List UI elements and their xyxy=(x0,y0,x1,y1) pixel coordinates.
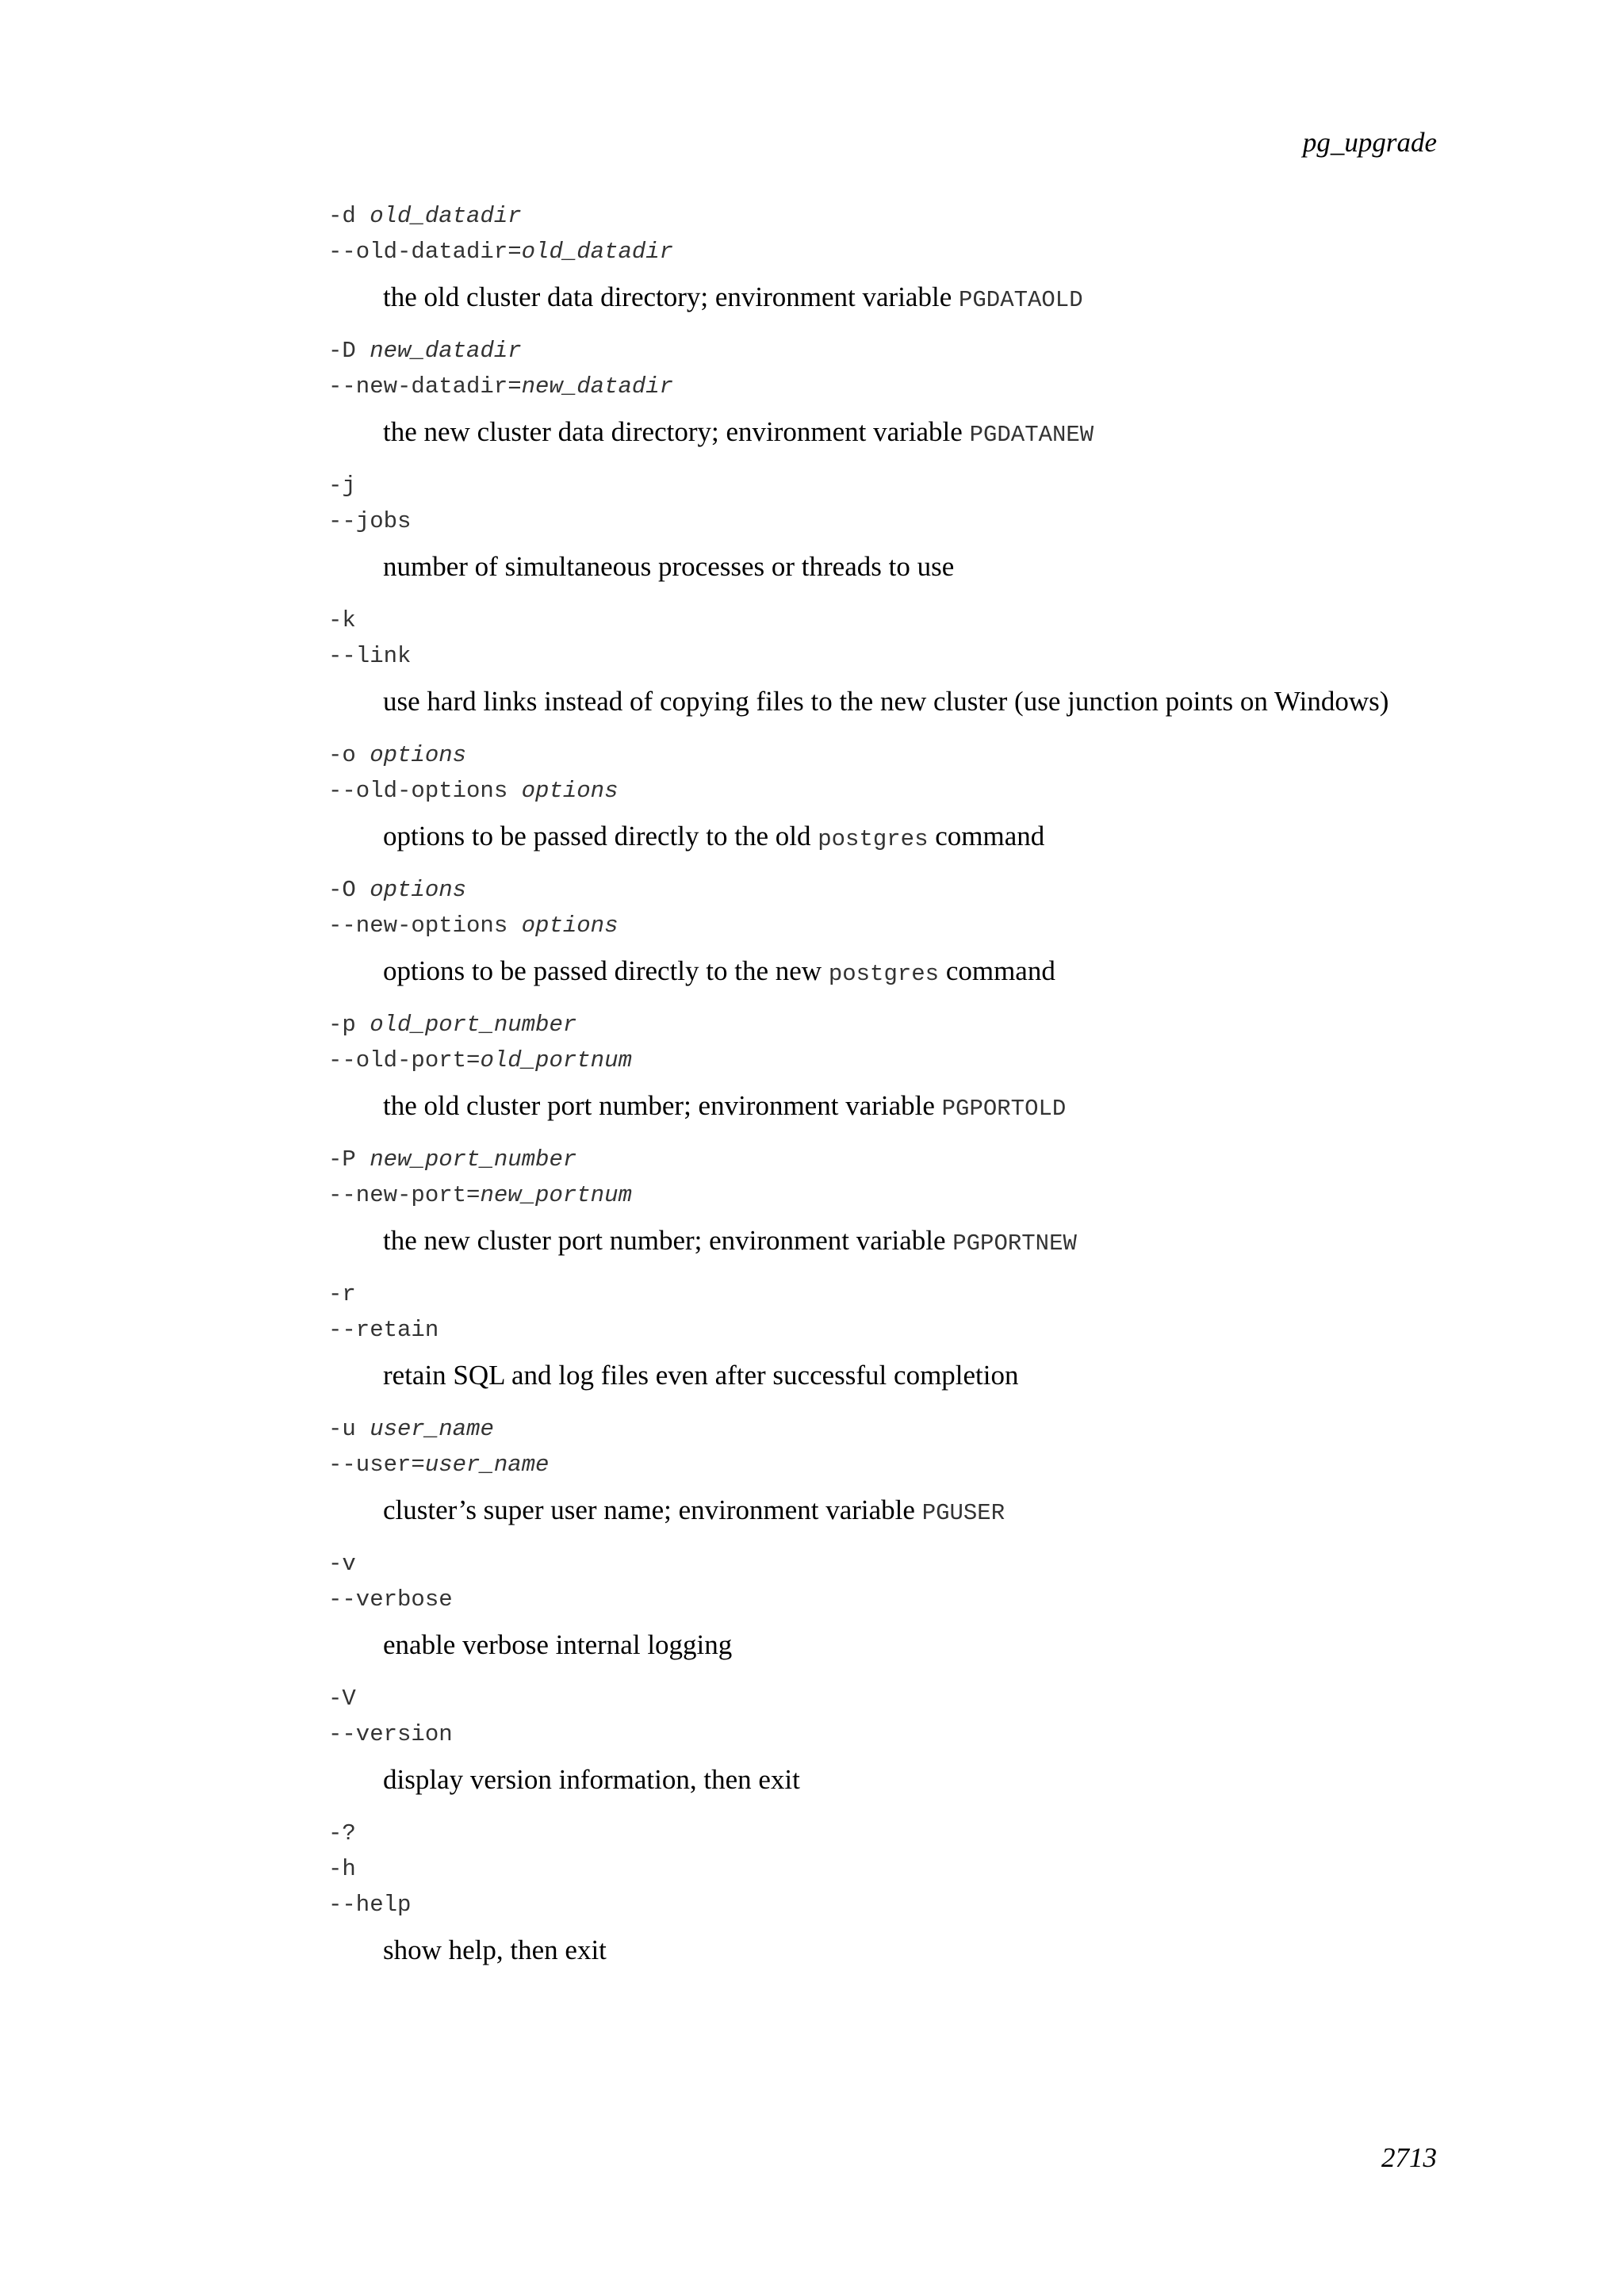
option-short xyxy=(328,737,1438,773)
argument: new_port_number xyxy=(370,1146,577,1173)
option-description: display version information, then exit xyxy=(383,1764,800,1795)
flag: -? xyxy=(328,1820,356,1846)
env-var: PGPORTOLD xyxy=(941,1096,1067,1122)
flag: --old-port= xyxy=(328,1047,481,1073)
option-entry xyxy=(328,737,1438,872)
argument: old_datadir xyxy=(521,239,674,265)
option-short xyxy=(328,198,1438,234)
flag: --link xyxy=(328,643,412,669)
env-var: PGPORTNEW xyxy=(952,1230,1077,1257)
option-long xyxy=(328,503,1438,539)
flag: -u xyxy=(328,1416,356,1442)
option-entry xyxy=(328,1276,1438,1411)
option-short xyxy=(328,1142,1438,1177)
flag: --jobs xyxy=(328,508,412,534)
flag: --old-options xyxy=(328,778,508,804)
flag: --version xyxy=(328,1721,453,1747)
option-entry xyxy=(328,1142,1438,1276)
option-entry xyxy=(328,872,1438,1007)
flag: -j xyxy=(328,473,356,499)
option-long xyxy=(328,1312,1438,1348)
option-long xyxy=(328,638,1438,674)
option-description: retain SQL and log files even after successful completion xyxy=(383,1360,1019,1391)
option-long xyxy=(328,1716,1438,1752)
option-description: the old cluster port number; environment variable PGPORTOLD xyxy=(383,1090,1067,1122)
argument: old_datadir xyxy=(370,203,522,229)
option-description: cluster’s super user name; environment variable PGUSER xyxy=(383,1494,1005,1526)
option-long xyxy=(328,1582,1438,1617)
argument: old_port_number xyxy=(370,1012,577,1038)
option-short xyxy=(328,1816,1438,1851)
option-description: show help, then exit xyxy=(383,1934,607,1965)
env-var: PGUSER xyxy=(921,1500,1005,1526)
option-description: options to be passed directly to the old postgres command xyxy=(383,821,1045,852)
option-short xyxy=(328,1546,1438,1582)
option-short xyxy=(328,1851,1438,1887)
option-entry xyxy=(328,333,1438,468)
flag: -h xyxy=(328,1856,356,1882)
option-entry xyxy=(328,468,1438,603)
option-short xyxy=(328,603,1438,638)
option-short xyxy=(328,333,1438,369)
flag: -O xyxy=(328,877,356,903)
argument: options xyxy=(370,877,467,903)
option-entry xyxy=(328,603,1438,737)
argument: new_portnum xyxy=(480,1182,632,1208)
option-short xyxy=(328,872,1438,908)
flag: -d xyxy=(328,203,356,229)
argument: user_name xyxy=(370,1416,494,1442)
flag: --new-port= xyxy=(328,1182,481,1208)
option-long xyxy=(328,1887,1438,1923)
option-short xyxy=(328,1681,1438,1716)
flag: -v xyxy=(328,1551,356,1577)
option-description: the old cluster data directory; environment variable PGDATAOLD xyxy=(383,281,1083,313)
command-name: postgres xyxy=(818,826,929,852)
flag: -V xyxy=(328,1686,356,1712)
flag: --new-datadir= xyxy=(328,373,522,400)
running-header: pg_upgrade xyxy=(1302,127,1437,158)
flag: --help xyxy=(328,1892,412,1918)
page-number: 2713 xyxy=(1381,2142,1437,2173)
argument: new_datadir xyxy=(370,338,522,364)
env-var: PGDATAOLD xyxy=(958,287,1083,313)
flag: -P xyxy=(328,1146,356,1173)
option-long xyxy=(328,1043,1438,1078)
flag: --new-options xyxy=(328,913,508,939)
option-long xyxy=(328,1177,1438,1213)
option-long xyxy=(328,773,1438,809)
option-description: the new cluster data directory; environment variable PGDATANEW xyxy=(383,416,1094,448)
flag: -p xyxy=(328,1012,356,1038)
option-description: number of simultaneous processes or threads to use xyxy=(383,551,955,582)
option-description: enable verbose internal logging xyxy=(383,1629,733,1660)
option-short xyxy=(328,468,1438,503)
argument: user_name xyxy=(424,1452,550,1478)
option-description: options to be passed directly to the new postgres command xyxy=(383,955,1055,987)
flag: --user= xyxy=(328,1452,425,1478)
option-entry xyxy=(328,1681,1438,1816)
option-description: the new cluster port number; environment variable PGPORTNEW xyxy=(383,1225,1077,1257)
option-long xyxy=(328,369,1438,404)
flag: -k xyxy=(328,607,356,633)
option-long xyxy=(328,1447,1438,1483)
argument: options xyxy=(521,913,619,939)
option-long xyxy=(328,234,1438,270)
option-entry xyxy=(328,1411,1438,1546)
flag: --old-datadir= xyxy=(328,239,522,265)
option-short xyxy=(328,1007,1438,1043)
flag: --retain xyxy=(328,1317,439,1343)
argument: options xyxy=(521,778,619,804)
env-var: PGDATANEW xyxy=(969,422,1094,448)
option-entry-help xyxy=(328,1816,1438,1985)
option-short xyxy=(328,1411,1438,1447)
option-list xyxy=(328,198,1438,1985)
option-entry xyxy=(328,198,1438,333)
argument: new_datadir xyxy=(521,373,674,400)
argument: options xyxy=(370,742,467,768)
flag: -D xyxy=(328,338,356,364)
option-short xyxy=(328,1276,1438,1312)
option-entry xyxy=(328,1546,1438,1681)
flag: -r xyxy=(328,1281,356,1307)
option-long xyxy=(328,908,1438,943)
flag: --verbose xyxy=(328,1586,453,1613)
argument: old_portnum xyxy=(480,1047,632,1073)
flag: -o xyxy=(328,742,356,768)
option-entry xyxy=(328,1007,1438,1142)
option-description: use hard links instead of copying files to the new cluster (use junction points on Windows) xyxy=(383,686,1389,717)
command-name: postgres xyxy=(828,961,940,987)
